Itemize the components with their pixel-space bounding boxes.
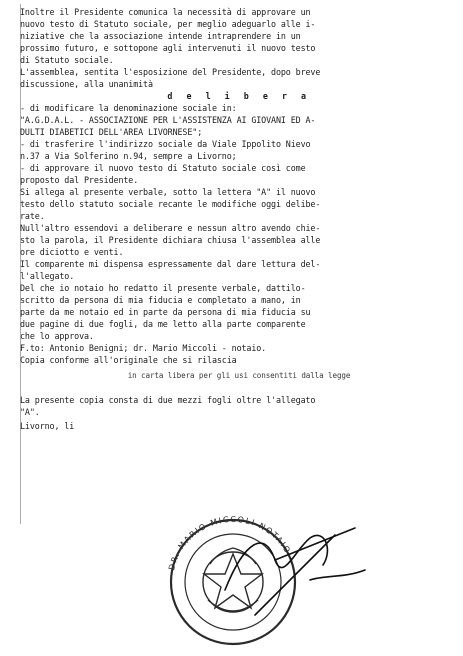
text-line: l'allegato. — [20, 271, 75, 281]
text-line: n.37 a Via Solferino n.94, sempre a Livorno; — [20, 151, 237, 161]
text-line: Null'altro essendovi a deliberare e nessun altro avendo chie- — [20, 223, 321, 233]
text-line: Si allega al presente verbale, sotto la lettera "A" il nuovo — [20, 187, 316, 197]
text-line: discussione, alla unanimità — [20, 79, 153, 89]
text-line: parte da me notaio ed in parte da persona di mia fiducia su — [20, 307, 311, 317]
text-line: niziative che la associazione intende intraprendere in un — [20, 31, 301, 41]
text-line: Del che io notaio ho redatto il presente verbale, dattilo- — [20, 283, 306, 293]
text-line: testo dello statuto sociale recante le modifiche oggi delibe- — [20, 199, 321, 209]
text-line: scritto da persona di mia fiducia e completato a mano, in — [20, 295, 301, 305]
text-line: L'assemblea, sentita l'esposizione del Presidente, dopo breve — [20, 67, 321, 77]
text-line: ore diciotto e venti. — [20, 247, 124, 257]
text-line: sto la parola, il Presidente dichiara chiusa l'assemblea alle — [20, 235, 321, 245]
stamp-line: in carta libera per gli usi consentiti dalla legge — [127, 371, 351, 380]
text-line: "A". — [20, 407, 40, 417]
place-date-line: Livorno, li — [20, 421, 75, 431]
text-line: nuovo testo di Statuto sociale, per meglio adeguarlo alle i- — [20, 19, 316, 29]
signatures-line: F.to: Antonio Benigni; dr. Mario Miccoli - notaio. — [20, 343, 267, 353]
text-line: - di trasferire l'indirizzo sociale da Viale Ippolito Nievo — [20, 139, 311, 149]
seal-text: DR. MARIO MICCOLI NOTAIO — [167, 514, 293, 572]
text-line: Il comparente mi dispensa espressamente dal dare lettura del- — [20, 259, 321, 269]
text-line: La presente copia consta di due mezzi fogli oltre l'allegato — [20, 395, 316, 405]
text-line: "A.G.D.A.L. - ASSOCIAZIONE PER L'ASSISTENZA AI GIOVANI ED A- — [20, 115, 316, 125]
text-line: rate. — [20, 211, 45, 221]
text-line: di Statuto sociale. — [20, 55, 114, 65]
text-line: due pagine di due fogli, da me letto alla parte comparente — [20, 319, 306, 329]
handwritten-signature — [215, 520, 385, 630]
text-line: DULTI DIABETICI DELL'AREA LIVORNESE"; — [20, 127, 203, 137]
text-line: - di modificare la denominazione sociale in: — [20, 103, 237, 113]
text-line: - di approvare il nuovo testo di Statuto sociale così come — [20, 163, 306, 173]
text-line: prossimo futuro, e sottopone agli intervenuti il nuovo testo — [20, 43, 316, 53]
delibera-heading: d e l i b e r a — [167, 91, 311, 101]
text-line: Inoltre il Presidente comunica la necessità di approvare un — [20, 7, 311, 17]
text-line: che lo approva. — [20, 331, 94, 341]
copy-conform-line: Copia conforme all'originale che si rilascia — [20, 355, 237, 365]
text-line: proposto dal Presidente. — [20, 175, 139, 185]
